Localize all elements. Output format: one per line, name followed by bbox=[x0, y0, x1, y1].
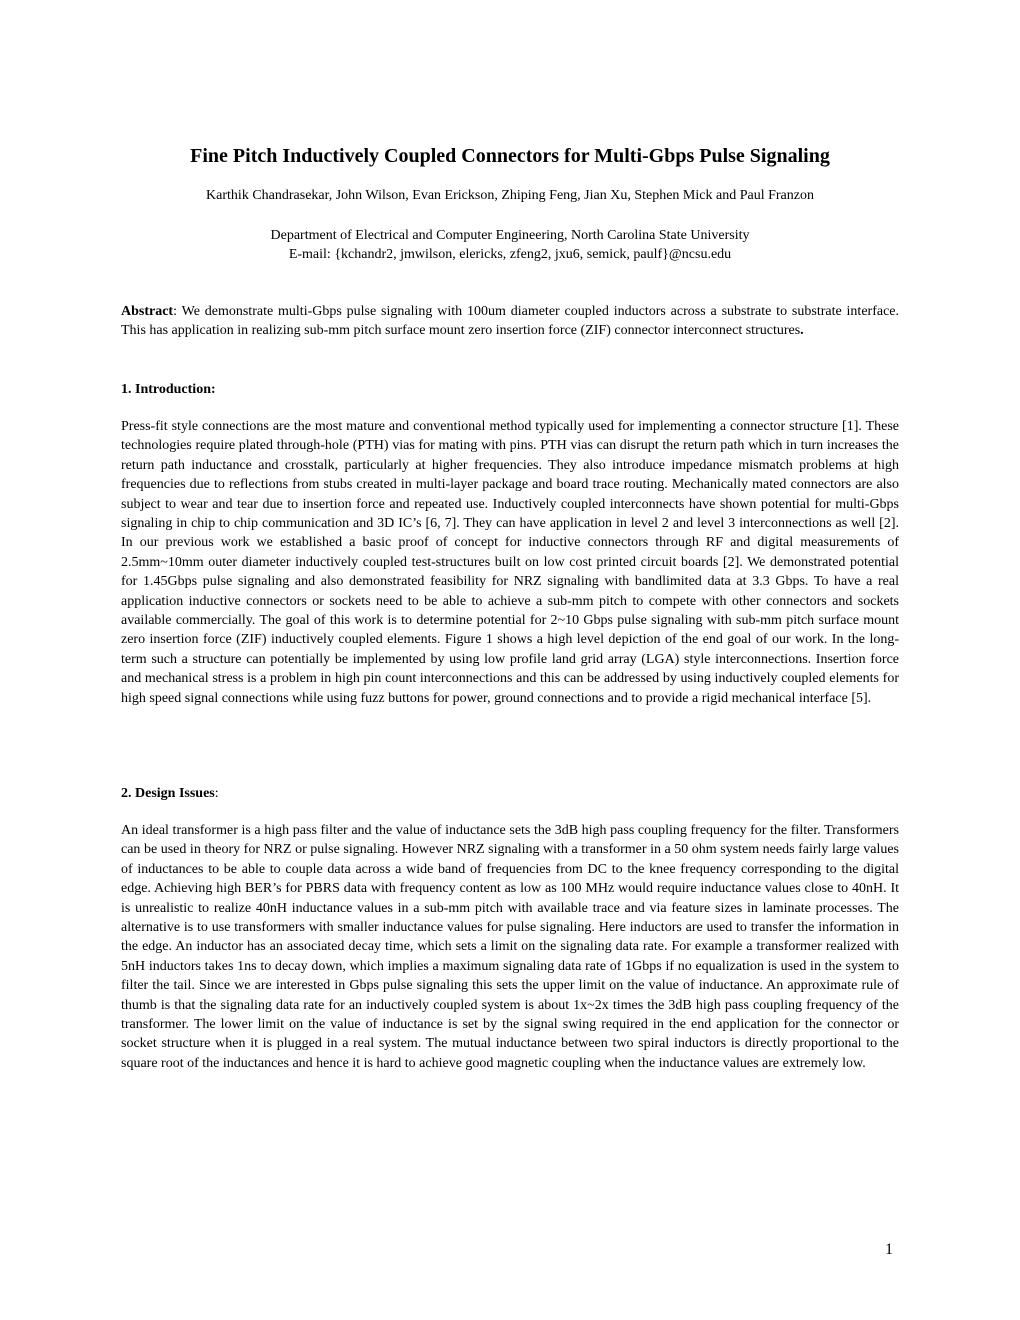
affiliation: Department of Electrical and Computer Engineering, North Carolina State University bbox=[270, 228, 750, 243]
section-heading-design-issues bbox=[121, 784, 219, 803]
paper-title: Fine Pitch Inductively Coupled Connectors for Multi-Gbps Pulse Signaling bbox=[190, 145, 830, 167]
section-heading-text: 1. Introduction: bbox=[121, 382, 216, 397]
abstract-end: . bbox=[800, 323, 804, 339]
section-body-introduction: Press-fit style connections are the most mature and conventional method typically used for implementing a connector structure [1]. These technologies require plated through-hole (PTH) vias for mating with pins. PTH vias can disrupt the return path which in turn increases the return path inductance and crosstalk, particularly at higher frequencies. They also introduce impedance mismatch problems at high frequencies due to reflections from stubs created in multi-layer package and board trace routing. Mechanically mated connectors are also subject to wear and tear due to insertion force and repeated use. Inductively coupled interconnects have shown potential for multi-Gbps signaling in chip to chip communication and 3D IC’s [6, 7]. They can have application in level 2 and level 3 interconnections as well [2]. In our previous work we established a basic proof of concept for inductive connectors through RF and digital measurements of 2.5mm~10mm outer diameter inductively coupled test-structures built on low cost printed circuit boards [2]. We demonstrated potential for 1.45Gbps pulse signaling and also demonstrated feasibility for NRZ signaling with bandlimited data at 3.3 Gbps. To have a real application inductive connectors or sockets need to be able to achieve a sub-mm pitch to compete with other connectors and sockets available commercially. The goal of this work is to determine potential for 2~10 Gbps pulse signaling with sub-mm pitch surface mount zero insertion force (ZIF) inductively coupled elements. Figure 1 shows a high level depiction of the end goal of our work. In the long-term such a structure can potentially be implemented by using low profile land grid array (LGA) style interconnections. Insertion force and mechanical stress is a problem in high pin count interconnections and this can be addressed by using inductively coupled elements for high speed signal connections while using fuzz buttons for power, ground connections and to provide a rigid mechanical interface [5]. bbox=[121, 419, 899, 706]
section-heading-introduction bbox=[121, 380, 216, 399]
page-number: 1 bbox=[885, 1241, 893, 1258]
affiliation-block bbox=[121, 226, 899, 264]
author-list: Karthik Chandrasekar, John Wilson, Evan Erickson, Zhiping Feng, Jian Xu, Stephen Mick and Paul Franzon bbox=[206, 188, 814, 203]
section-heading-suffix: : bbox=[214, 786, 219, 801]
abstract-text: : We demonstrate multi-Gbps pulse signaling with 100um diameter coupled inductors across a substrate to substrate interface. This has application in realizing sub-mm pitch surface mount zero insertion force (ZIF) connector interconnect structures bbox=[121, 304, 899, 339]
section-body-design-issues: An ideal transformer is a high pass filter and the value of inductance sets the 3dB high pass coupling frequency for the filter. Transformers can be used in theory for NRZ or pulse signaling. However NRZ signaling with a transformer in a 50 ohm system needs fairly large values of inductances to be able to couple data across a wide band of frequencies from DC to the knee frequency corresponding to the digital edge. Achieving high BER’s for PBRS data with frequency content as low as 100 MHz would require inductance values close to 40nH. It is unrealistic to realize 40nH inductance values in a sub-mm pitch with available trace and via feature sizes in laminate processes. The alternative is to use transformers with smaller inductance values for pulse signaling. Here inductors are used to transfer the information in the edge. An inductor has an associated decay time, which sets a limit on the signaling data rate. For example a transformer realized with 5nH inductors takes 1ns to decay down, which implies a maximum signaling data rate of 1Gbps if no equalization is used in the system to filter the tail. Since we are interested in Gbps pulse signaling this sets the upper limit on the value of inductance. An approximate rule of thumb is that the signaling data rate for an inductively coupled system is about 1x~2x times the 3dB high pass coupling frequency of the transformer. The lower limit on the value of inductance is set by the signal swing required in the end application for the connector or socket structure when it is plugged in a real system. The mutual inductance between two spiral inductors is directly proportional to the square root of the inductances and hence it is hard to achieve good magnetic coupling when the inductance values are extremely low. bbox=[121, 823, 899, 1071]
email-line: E-mail: {kchandr2, jmwilson, elericks, zfeng2, jxu6, semick, paulf}@ncsu.edu bbox=[288, 247, 732, 262]
abstract bbox=[121, 302, 899, 341]
abstract-label: Abstract bbox=[121, 304, 174, 319]
section-heading-text: 2. Design Issues bbox=[121, 786, 215, 801]
